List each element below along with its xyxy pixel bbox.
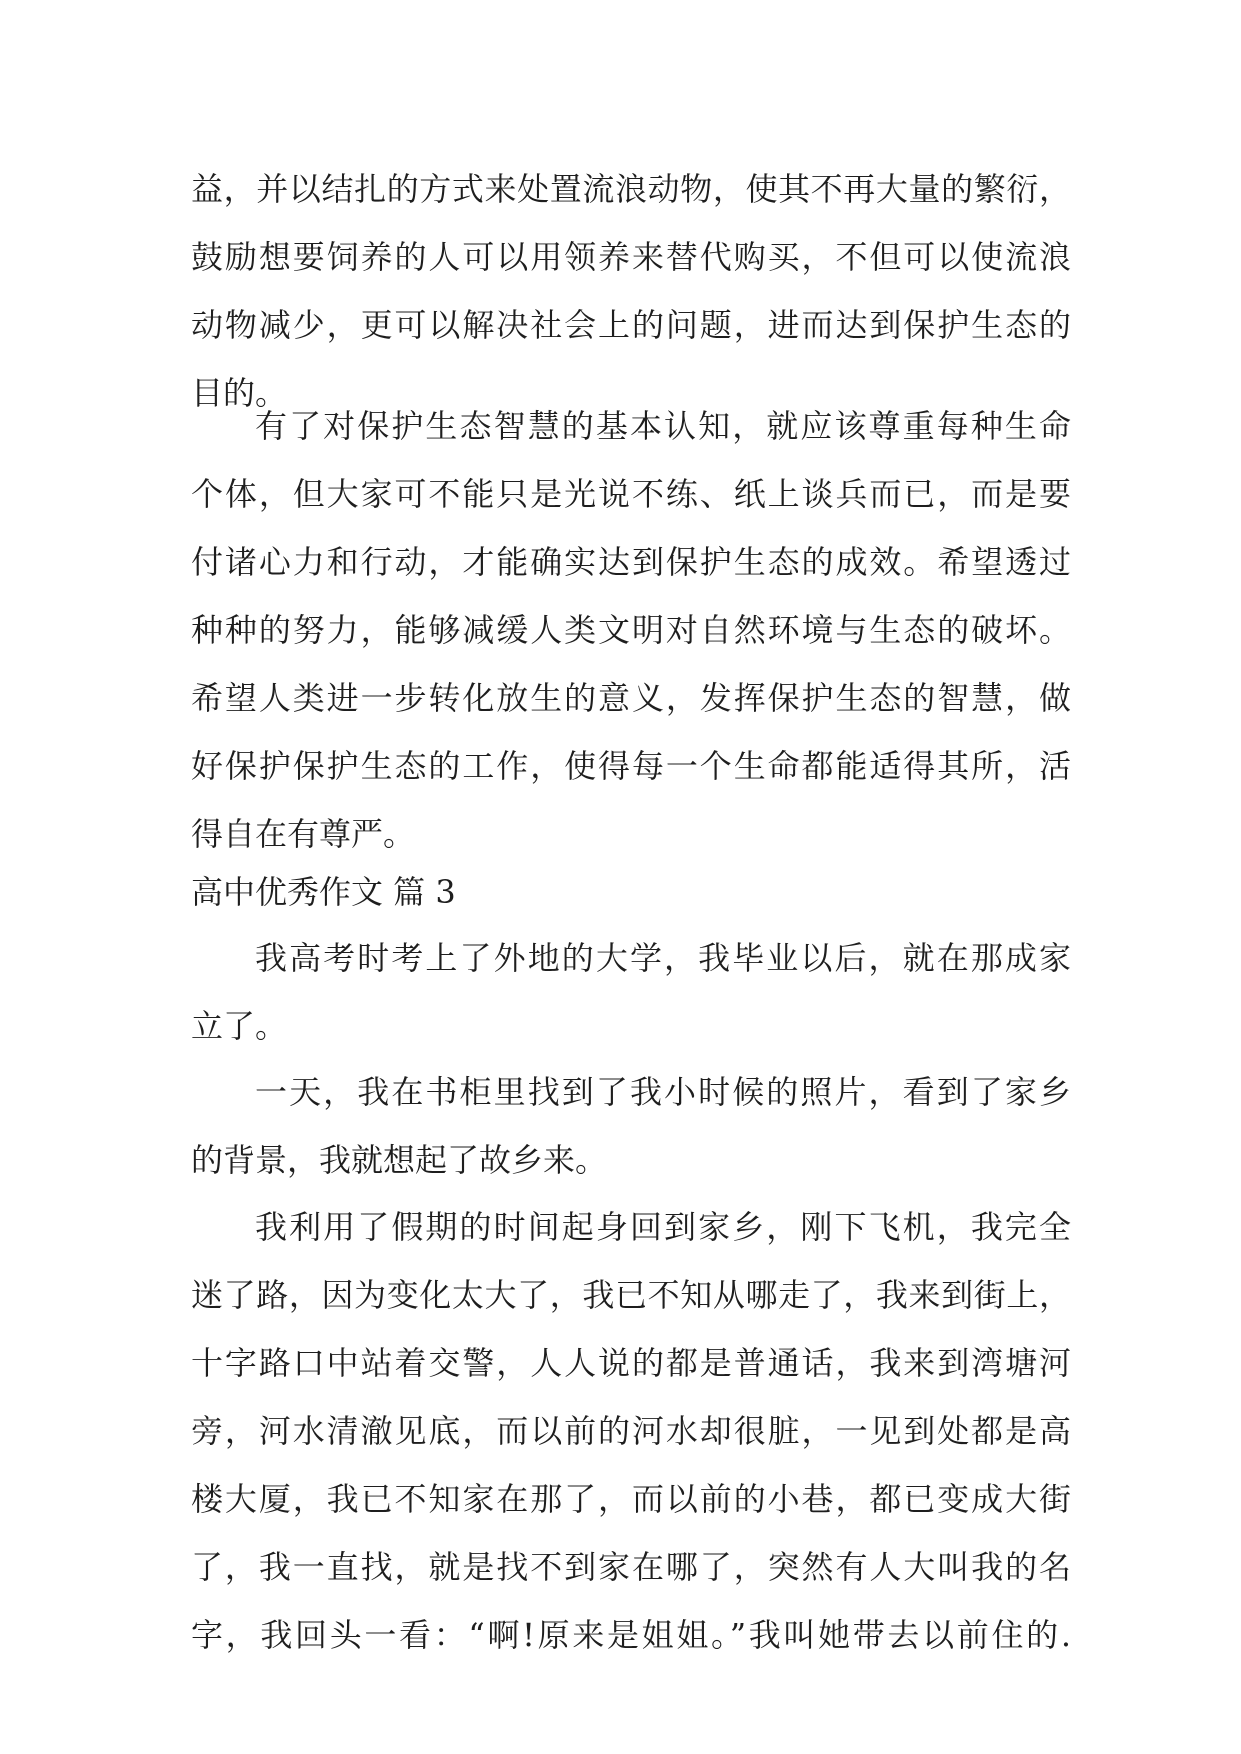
text-line: 得自在有尊严。 [191, 815, 416, 853]
text-line: 有了对保护生态智慧的基本认知，就应该尊重每种生命 [255, 407, 1071, 445]
text-line: 希望人类进一步转化放生的意义，发挥保护生态的智慧，做 [191, 679, 1071, 717]
text-line: 动物减少，更可以解决社会上的问题，进而达到保护生态的 [191, 306, 1071, 344]
paragraph-stray-animals [191, 155, 1071, 427]
text-line: 好保护保护生态的工作，使得每一个生命都能适得其所，活 [191, 747, 1071, 785]
text-line: 立了。 [191, 1007, 288, 1045]
paragraph-ecology-wisdom [191, 392, 1071, 868]
text-line: 楼大厦，我已不知家在那了，而以前的小巷，都已变成大街 [191, 1480, 1071, 1518]
paragraph-hometown-return [191, 1193, 1071, 1669]
text-line: 益，并以结扎的方式来处置流浪动物，使其不再大量的繁衍， [191, 170, 1071, 208]
paragraph-photo [191, 1058, 1071, 1194]
text-line: 字，我回头一看：“啊!原来是姐姐。”我叫她带去以前住的. [191, 1616, 1071, 1654]
text-line: 迷了路，因为变化太大了，我已不知从哪走了，我来到街上， [191, 1276, 1071, 1314]
text-line: 了，我一直找，就是找不到家在哪了，突然有人大叫我的名 [191, 1548, 1071, 1586]
section-heading: 高中优秀作文 篇 3 [191, 873, 456, 911]
text-line: 个体，但大家可不能只是光说不练、纸上谈兵而已，而是要 [191, 475, 1071, 513]
text-line: 鼓励想要饲养的人可以用领养来替代购买，不但可以使流浪 [191, 238, 1071, 276]
text-line: 的背景，我就想起了故乡来。 [191, 1141, 608, 1179]
paragraph-college [191, 924, 1071, 1060]
text-line: 十字路口中站着交警，人人说的都是普通话，我来到湾塘河 [191, 1344, 1071, 1382]
text-line: 旁，河水清澈见底，而以前的河水却很脏，一见到处都是高 [191, 1412, 1071, 1450]
text-line: 我高考时考上了外地的大学，我毕业以后，就在那成家 [255, 939, 1071, 977]
text-line: 一天，我在书柜里找到了我小时候的照片，看到了家乡 [255, 1073, 1071, 1111]
text-line: 我利用了假期的时间起身回到家乡，刚下飞机，我完全 [255, 1208, 1071, 1246]
text-line: 付诸心力和行动，才能确实达到保护生态的成效。希望透过 [191, 543, 1071, 581]
text-line: 目的。 [191, 374, 288, 412]
text-line: 种种的努力，能够减缓人类文明对自然环境与生态的破坏。 [191, 611, 1071, 649]
